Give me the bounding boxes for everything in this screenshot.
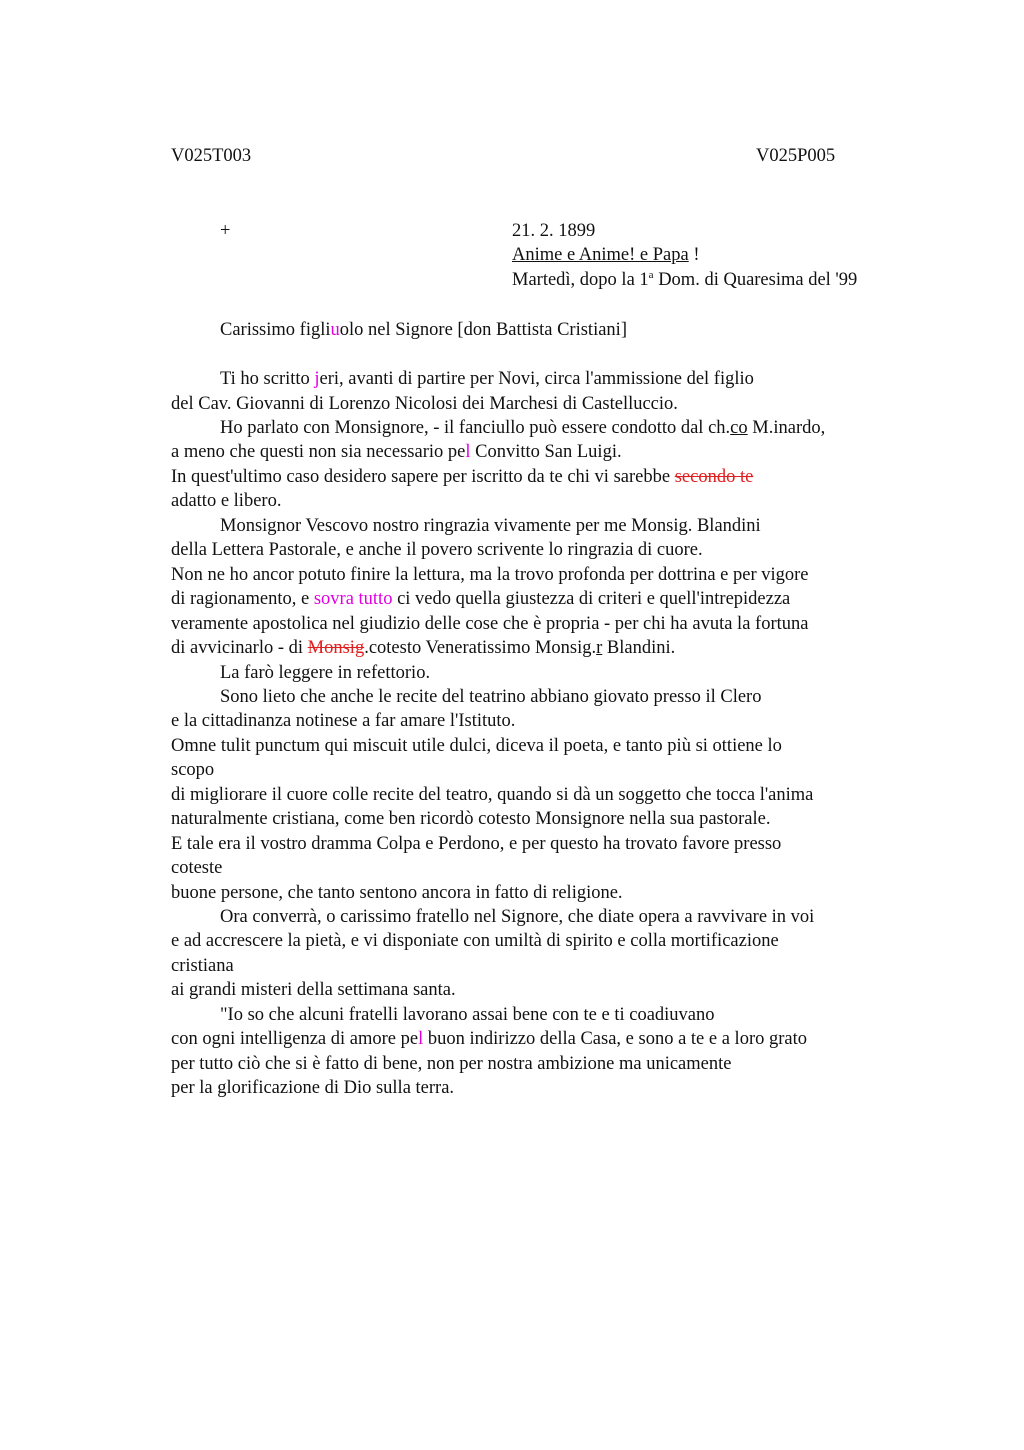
text-run: In quest'ultimo caso desidero sapere per iscritto da te chi vi sarebbe xyxy=(171,467,675,487)
text-run: M.inardo, xyxy=(747,418,826,438)
archive-code-right: V025P005 xyxy=(756,146,836,166)
text-run: a meno che questi non sia necessario pe xyxy=(171,442,466,462)
body-line: scopo xyxy=(171,760,215,780)
body-line: del Cav. Giovanni di Lorenzo Nicolosi dei Marchesi di Castelluccio. xyxy=(171,394,678,414)
text-run: Blandini. xyxy=(602,638,676,658)
body-line: Sono lieto che anche le recite del teatrino abbiano giovato presso il Clero xyxy=(220,687,762,707)
cross-mark: + xyxy=(220,221,231,241)
body-line: per tutto ciò che si è fatto di bene, non per nostra ambizione ma unicamente xyxy=(171,1054,732,1074)
salutation-insertion: u xyxy=(330,320,340,340)
body-line xyxy=(220,416,825,440)
insertion-mark: l xyxy=(465,442,471,462)
deleted-text: Monsig xyxy=(307,638,365,658)
body-line xyxy=(171,636,675,660)
deleted-text: secondo te xyxy=(674,467,754,487)
body-line xyxy=(220,367,754,391)
letter-motto xyxy=(512,245,700,266)
body-line: E tale era il vostro dramma Colpa e Perdono, e per questo ha trovato favore presso xyxy=(171,834,782,854)
salutation-post: olo nel Signore [don Battista Cristiani] xyxy=(339,320,627,340)
text-run: con ogni intelligenza di amore pe xyxy=(171,1029,419,1049)
text-run: .cotesto Veneratissimo Monsig. xyxy=(364,638,597,658)
body-line: della Lettera Pastorale, e anche il povero scrivente lo ringrazia di cuore. xyxy=(171,540,703,560)
body-line: coteste xyxy=(171,858,223,878)
body-line: buone persone, che tanto sentono ancora in fatto di religione. xyxy=(171,883,623,903)
text-run: buon indirizzo della Casa, e sono a te e a loro grato xyxy=(423,1029,807,1049)
archive-code-left: V025T003 xyxy=(171,146,252,166)
body-line xyxy=(171,1027,807,1051)
body-line: e la cittadinanza notinese a far amare l'Istituto. xyxy=(171,711,516,731)
body-line xyxy=(171,587,790,611)
body-line: e ad accrescere la pietà, e vi disponiate con umiltà di spirito e colla mortificazione xyxy=(171,931,779,951)
body-line xyxy=(171,440,622,464)
body-line: per la glorificazione di Dio sulla terra. xyxy=(171,1078,455,1098)
body-line: adatto e libero. xyxy=(171,491,282,511)
day-superscript: a xyxy=(648,269,654,281)
body-line: Non ne ho ancor potuto finire la lettura, ma la trovo profonda per dottrina e per vigore xyxy=(171,565,809,585)
underlined-abbrev: co xyxy=(730,418,748,438)
insertion-mark: l xyxy=(418,1029,424,1049)
body-line: veramente apostolica nel giudizio delle cose che è propria - per chi ha avuta la fortuna xyxy=(171,614,809,634)
body-line: La farò leggere in refettorio. xyxy=(220,663,431,683)
salutation-pre: Carissimo figli xyxy=(220,320,331,340)
text-run: di avvicinarlo - di xyxy=(171,638,308,658)
text-run: eri, avanti di partire per Novi, circa l'ammissione del figlio xyxy=(319,369,754,389)
motto-underlined: Anime e Anime! e Papa xyxy=(512,245,689,265)
insertion-mark: j xyxy=(314,369,320,389)
letter-day xyxy=(512,269,857,291)
text-run: di ragionamento, e xyxy=(171,589,314,609)
body-line: ai grandi misteri della settimana santa. xyxy=(171,980,456,1000)
underlined-abbrev: r xyxy=(596,638,603,658)
body-line: Omne tulit punctum qui miscuit utile dulci, diceva il poeta, e tanto più si ottiene lo xyxy=(171,736,782,756)
text-run: Ti ho scritto xyxy=(220,369,315,389)
body-line: naturalmente cristiana, come ben ricordò cotesto Monsignore nella sua pastorale. xyxy=(171,809,771,829)
body-line: cristiana xyxy=(171,956,234,976)
text-run: ci vedo quella giustezza di criteri e quell'intrepidezza xyxy=(392,589,791,609)
salutation xyxy=(220,318,627,342)
motto-tail: ! xyxy=(688,245,700,265)
body-line: Ora converrà, o carissimo fratello nel Signore, che diate opera a ravvivare in voi xyxy=(220,907,815,927)
text-run: Convitto San Luigi. xyxy=(470,442,622,462)
body-line: "Io so che alcuni fratelli lavorano assai bene con te e ti coadiuvano xyxy=(220,1005,715,1025)
day-text-pre: Martedì, dopo la 1 xyxy=(512,270,649,291)
text-run: Ho parlato con Monsignore, - il fanciullo può essere condotto dal ch. xyxy=(220,418,731,438)
insertion-mark: sovra tutto xyxy=(313,589,393,609)
day-text-post: Dom. di Quaresima del '99 xyxy=(653,270,858,291)
body-line xyxy=(171,465,753,489)
body-line: Monsignor Vescovo nostro ringrazia vivamente per me Monsig. Blandini xyxy=(220,516,761,536)
body-line: di migliorare il cuore colle recite del teatro, quando si dà un soggetto che tocca l'anima xyxy=(171,785,814,805)
letter-date: 21. 2. 1899 xyxy=(512,221,596,241)
